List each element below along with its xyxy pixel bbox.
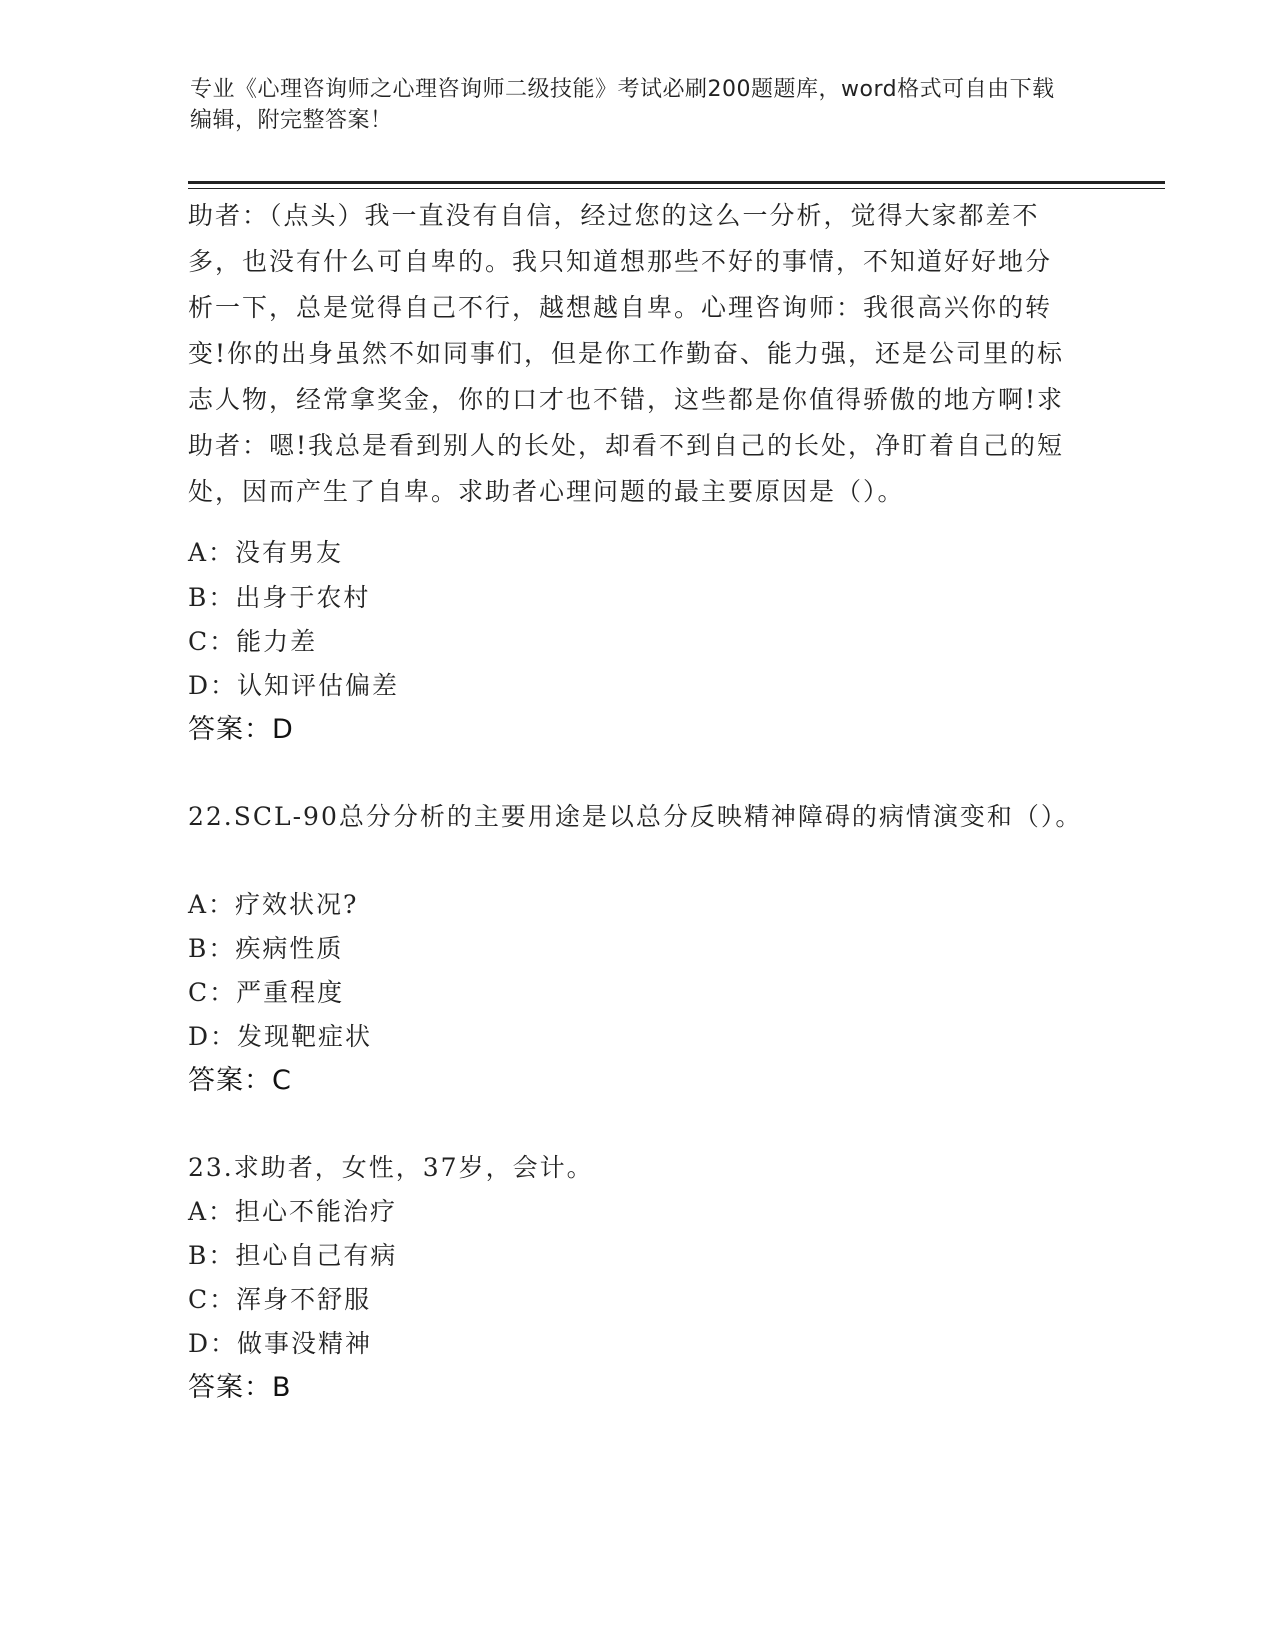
question-22-option-d: D：发现靶症状 xyxy=(188,1022,373,1051)
question-22-answer: 答案：C xyxy=(188,1065,292,1096)
question-21-option-a: A：没有男友 xyxy=(188,538,344,567)
question-22-option-c: C：严重程度 xyxy=(188,978,345,1007)
header-rule-thin xyxy=(188,188,1165,189)
question-23-option-c: C：浑身不舒服 xyxy=(188,1285,372,1314)
question-23-option-b: B：担心自己有病 xyxy=(188,1241,398,1270)
question-22-option-b: B：疾病性质 xyxy=(188,934,344,963)
question-23-option-a: A：担心不能治疗 xyxy=(188,1197,398,1226)
question-23-answer: 答案：B xyxy=(188,1372,292,1403)
question-22-option-a: A：疗效状况? xyxy=(188,890,359,919)
question-23-stem: 23.求助者，女性，37岁，会计。 xyxy=(188,1153,594,1182)
question-21-option-c: C：能力差 xyxy=(188,627,318,656)
question-21-stem: 助者：（点头）我一直没有自信，经过您的这么一分析，觉得大家都差不多，也没有什么可自卑的。我只知道想那些不好的事情，不知道好好地分析一下，总是觉得自己不行，越想越自卑。心理咨询师：我很高兴你的转变!你的出身虽然不如同事们，但是你工作勤奋、能力强，还是公司里的标志人物，经常拿奖金，你的口才也不错，这些都是你值得骄傲的地方啊!求助者：嗯!我总是看到别人的长处，却看不到自己的长处，净盯着自己的短处，因而产生了自卑。求助者心理问题的最主要原因是（）。 xyxy=(188,201,1065,506)
header-rule-thick xyxy=(188,181,1165,184)
question-21-option-b: B：出身于农村 xyxy=(188,583,371,612)
question-21-option-d: D：认知评估偏差 xyxy=(188,671,400,700)
question-22-stem: 22.SCL-90总分分析的主要用途是以总分反映精神障碍的病情演变和（）。 xyxy=(188,802,1083,831)
document-header: 专业《心理咨询师之心理咨询师二级技能》考试必刷200题题库，word格式可自由下载编辑，附完整答案！ xyxy=(190,77,1055,133)
question-21-answer: 答案：D xyxy=(188,714,294,745)
question-23-option-d: D：做事没精神 xyxy=(188,1329,373,1358)
